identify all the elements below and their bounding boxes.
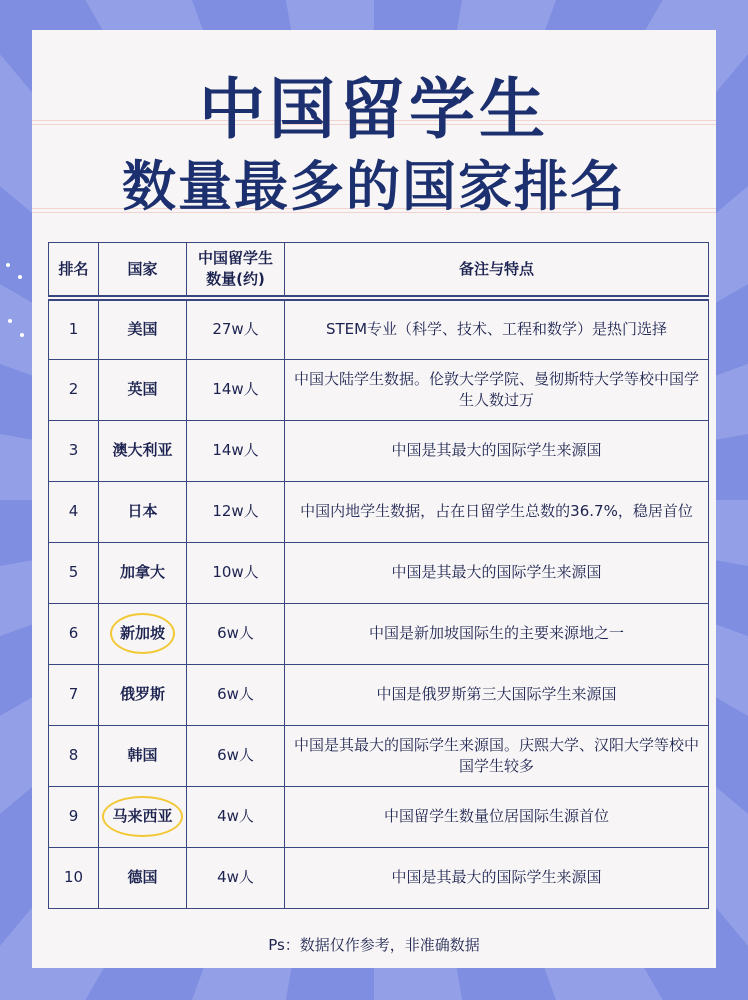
page-subtitle: 数量最多的国家排名	[122, 155, 626, 218]
note-cell: 中国是新加坡国际生的主要来源地之一	[285, 603, 709, 664]
country-name: 马来西亚	[106, 798, 178, 835]
rank-cell: 9	[49, 786, 99, 847]
table-header-row	[49, 243, 709, 299]
table-row	[49, 725, 709, 786]
country-cell	[99, 298, 187, 359]
country-name: 日本	[127, 502, 158, 520]
country-cell	[99, 725, 187, 786]
note-cell: 中国是其最大的国际学生来源国	[285, 847, 709, 908]
footer-note: Ps：数据仅作参考，非准确数据	[268, 936, 480, 954]
country-cell	[99, 542, 187, 603]
rank-cell: 10	[49, 847, 99, 908]
page-title: 中国留学生	[199, 71, 549, 148]
country-cell	[99, 603, 187, 664]
table-row	[49, 786, 709, 847]
table-row	[49, 359, 709, 420]
note-cell: 中国是其最大的国际学生来源国	[285, 420, 709, 481]
rank-cell: 7	[49, 664, 99, 725]
note-cell: 中国是其最大的国际学生来源国	[285, 542, 709, 603]
country-name: 美国	[127, 320, 158, 339]
count-cell: 4w人	[187, 786, 285, 847]
table-row	[49, 481, 709, 542]
rank-cell: 4	[49, 481, 99, 542]
rank-cell: 2	[49, 359, 99, 420]
country-cell	[99, 420, 187, 481]
rank-cell: 5	[49, 542, 99, 603]
country-cell	[99, 481, 187, 542]
country-cell	[99, 359, 187, 420]
note-cell: STEM专业（科学、技术、工程和数学）是热门选择	[285, 298, 709, 359]
country-name: 德国	[127, 868, 158, 886]
country-name: 新加坡	[114, 615, 171, 652]
country-cell	[99, 847, 187, 908]
note-cell: 中国留学生数量位居国际生源首位	[285, 786, 709, 847]
header-count: 中国留学生数量(约)	[187, 243, 285, 299]
count-cell: 14w人	[187, 420, 285, 481]
country-name: 加拿大	[119, 563, 165, 581]
table-row	[49, 542, 709, 603]
table-row	[49, 847, 709, 908]
rank-cell: 6	[49, 603, 99, 664]
count-cell: 27w人	[187, 298, 285, 359]
dots-decoration	[0, 255, 34, 345]
table-row	[49, 664, 709, 725]
country-name: 澳大利亚	[112, 441, 173, 459]
rank-cell: 3	[49, 420, 99, 481]
rank-cell: 1	[49, 298, 99, 359]
header-rank: 排名	[49, 243, 99, 299]
note-cell: 中国大陆学生数据。伦敦大学学院、曼彻斯特大学等校中国学生人数过万	[285, 359, 709, 420]
count-cell: 6w人	[187, 603, 285, 664]
count-cell: 6w人	[187, 664, 285, 725]
count-cell: 4w人	[187, 847, 285, 908]
count-cell: 14w人	[187, 359, 285, 420]
country-name: 韩国	[127, 746, 158, 764]
header-note: 备注与特点	[285, 243, 709, 299]
country-name: 英国	[127, 380, 158, 398]
country-cell	[99, 786, 187, 847]
note-cell: 中国是其最大的国际学生来源国。庆熙大学、汉阳大学等校中国学生较多	[285, 725, 709, 786]
header-country: 国家	[99, 243, 187, 299]
table-row	[49, 420, 709, 481]
ranking-table	[48, 242, 709, 909]
count-cell: 6w人	[187, 725, 285, 786]
table-row	[49, 298, 709, 359]
count-cell: 12w人	[187, 481, 285, 542]
count-cell: 10w人	[187, 542, 285, 603]
note-cell: 中国是俄罗斯第三大国际学生来源国	[285, 664, 709, 725]
country-name: 俄罗斯	[119, 685, 165, 703]
rank-cell: 8	[49, 725, 99, 786]
note-cell: 中国内地学生数据，占在日留学生总数的36.7%，稳居首位	[285, 481, 709, 542]
country-cell	[99, 664, 187, 725]
table-row	[49, 603, 709, 664]
